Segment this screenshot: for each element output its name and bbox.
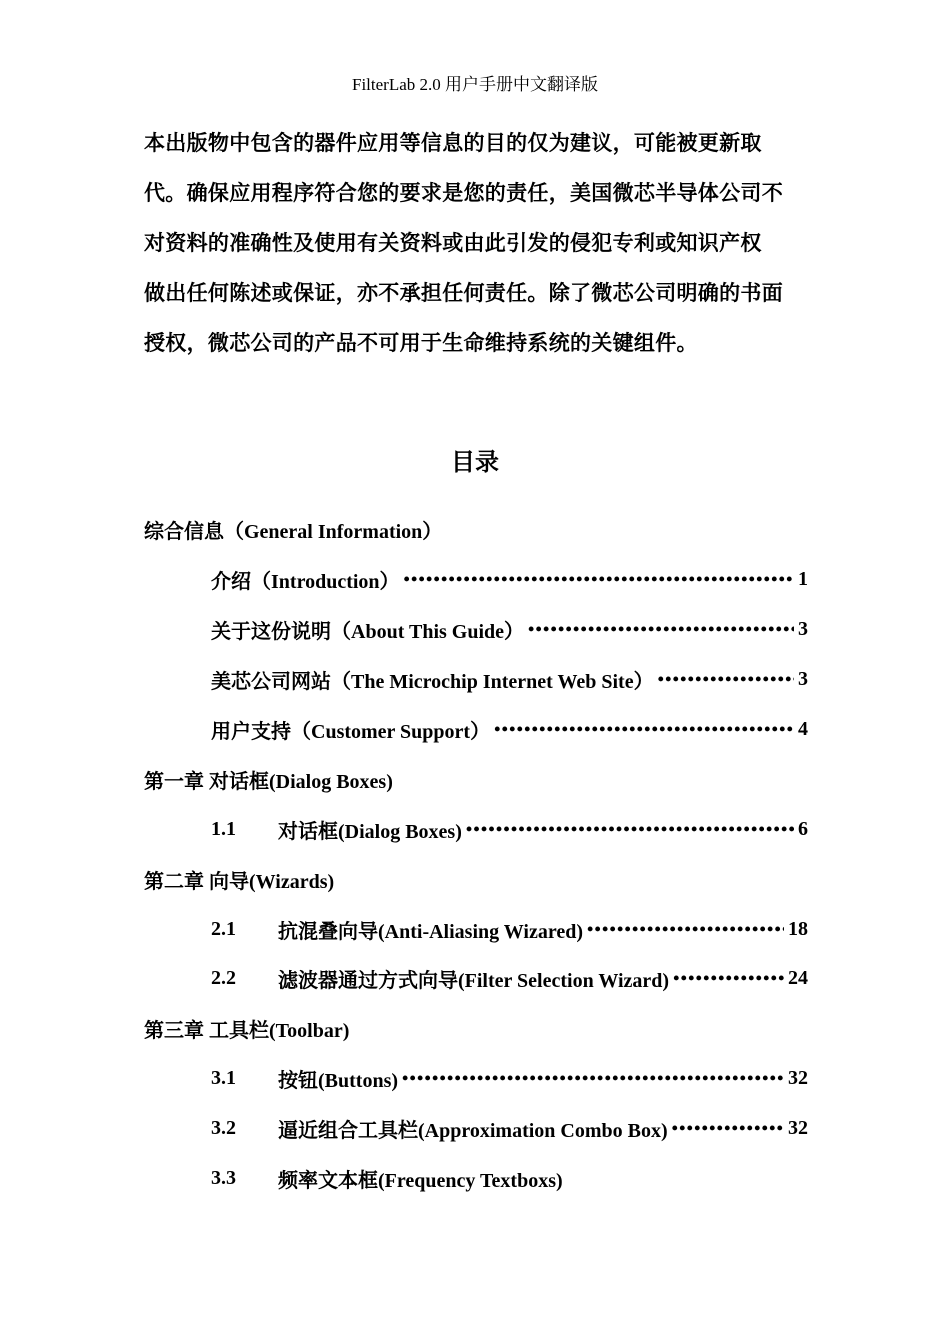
toc-entry[interactable] — [144, 555, 808, 605]
toc-dot-leader — [658, 669, 794, 690]
toc-page-number: 6 — [798, 817, 808, 840]
toc-entry-text: 频率文本框(Frequency Textboxs) — [278, 1170, 563, 1193]
toc-entry-text: 关于这份说明（About This Guide） — [211, 621, 525, 644]
toc-entry[interactable] — [144, 705, 808, 755]
toc-entry-number: 2.2 — [211, 967, 236, 990]
toc-entry-text: 逼近组合工具栏(Approximation Combo Box) — [278, 1120, 668, 1143]
table-of-contents — [144, 505, 808, 1203]
toc-title: 目录 — [451, 448, 499, 476]
toc-entry-text: 用户支持（Customer Support） — [211, 721, 491, 743]
disclaimer-line: 做出任何陈述或保证，亦不承担任何责任。除了微芯公司明确的书面 — [144, 281, 783, 305]
toc-page-number: 1 — [798, 568, 808, 591]
toc-chapter-heading[interactable] — [144, 505, 808, 555]
toc-entry-text: 美芯公司网站（The Microchip Internet Web Site） — [211, 671, 654, 694]
disclaimer-paragraph — [144, 118, 808, 368]
toc-page-number: 3 — [798, 618, 808, 641]
toc-entry[interactable] — [144, 1104, 808, 1154]
page-header: FilterLab 2.0 用户手册中文翻译版 — [351, 75, 598, 94]
toc-entry-number: 1.1 — [211, 817, 236, 840]
toc-entry-text: 介绍（Introduction） — [211, 571, 400, 594]
toc-entry-text: 滤波器通过方式向导(Filter Selection Wizard) — [278, 970, 670, 993]
toc-page-number: 32 — [788, 1067, 808, 1090]
toc-page-number: 32 — [788, 1117, 808, 1140]
toc-dot-leader — [402, 1068, 784, 1089]
toc-chapter-text: 第三章 工具栏(Toolbar) — [144, 1020, 350, 1043]
toc-entry-number: 3.2 — [211, 1117, 236, 1140]
toc-entry[interactable] — [144, 605, 808, 655]
disclaimer-line: 对资料的准确性及使用有关资料或由此引发的侵犯专利或知识产权 — [144, 231, 762, 255]
toc-page-number: 4 — [798, 718, 808, 740]
toc-dot-leader — [494, 719, 794, 740]
toc-entry[interactable] — [144, 1154, 808, 1204]
toc-dot-leader — [466, 819, 794, 840]
disclaimer-line: 本出版物中包含的器件应用等信息的目的仅为建议，可能被更新取 — [144, 131, 762, 155]
toc-page-number: 18 — [788, 917, 808, 940]
disclaimer-line: 代。确保应用程序符合您的要求是您的责任，美国微芯半导体公司不 — [144, 181, 783, 205]
toc-entry[interactable] — [144, 804, 808, 854]
toc-page-number: 24 — [788, 967, 808, 990]
toc-dot-leader — [587, 919, 784, 940]
toc-dot-leader — [404, 569, 794, 590]
toc-dot-leader — [528, 619, 794, 640]
toc-entry-text: 抗混叠向导(Anti-Aliasing Wizared) — [278, 920, 584, 943]
toc-entry[interactable] — [144, 904, 808, 954]
toc-chapter-text: 综合信息（General Information） — [144, 521, 443, 544]
disclaimer-line: 授权，微芯公司的产品不可用于生命维持系统的关键组件。 — [144, 331, 698, 355]
toc-chapter-text: 第二章 向导(Wizards) — [144, 870, 335, 893]
toc-entry[interactable] — [144, 954, 808, 1004]
toc-entry[interactable] — [144, 655, 808, 705]
toc-chapter-heading[interactable] — [144, 1004, 808, 1054]
toc-chapter-heading[interactable] — [144, 854, 808, 904]
toc-dot-leader — [672, 1118, 784, 1139]
toc-entry-number: 3.3 — [211, 1167, 236, 1190]
toc-chapter-heading[interactable] — [144, 754, 808, 804]
toc-dot-leader — [673, 968, 784, 989]
toc-chapter-text: 第一章 对话框(Dialog Boxes) — [144, 770, 393, 793]
toc-entry[interactable] — [144, 1054, 808, 1104]
toc-entry-text: 对话框(Dialog Boxes) — [278, 820, 462, 843]
toc-entry-number: 2.1 — [211, 917, 236, 940]
toc-entry-number: 3.1 — [211, 1067, 236, 1090]
toc-page-number: 3 — [798, 668, 808, 691]
toc-entry-text: 按钮(Buttons) — [278, 1070, 399, 1093]
